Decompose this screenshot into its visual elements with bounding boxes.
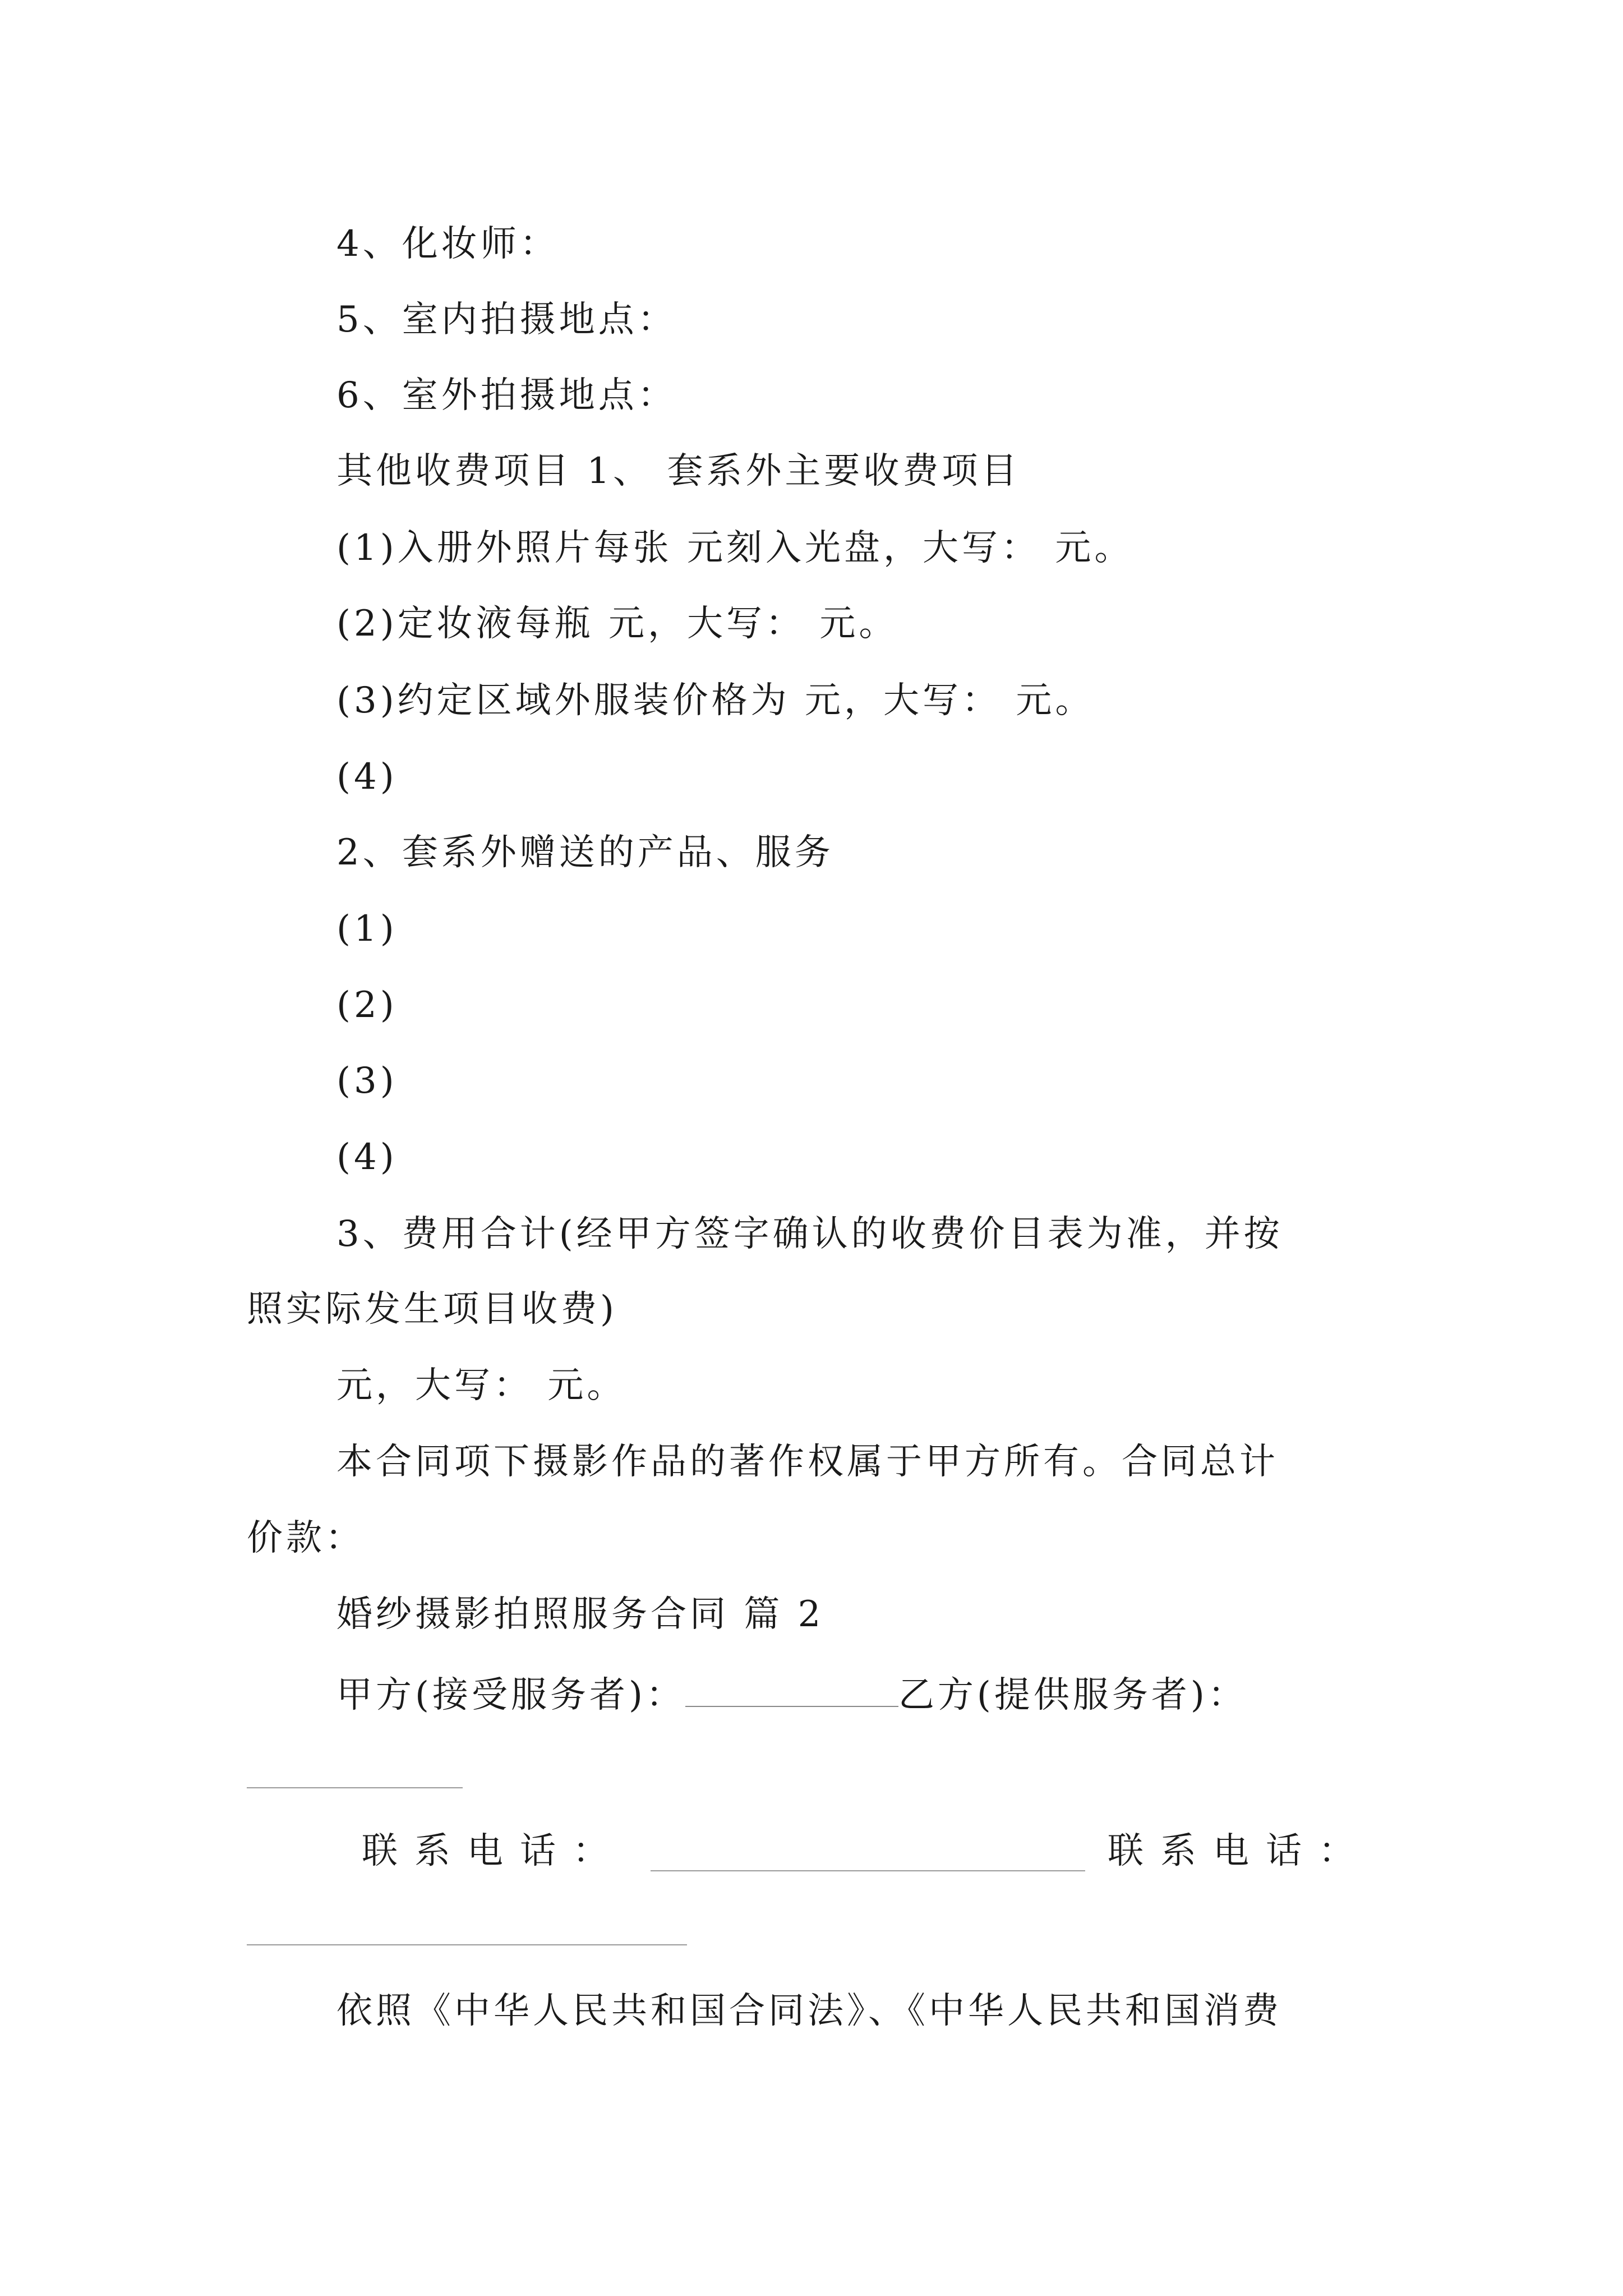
total-fee-amount: 元，大写： 元。 [336,1365,626,1406]
free-item-3: (3) [336,1060,398,1102]
party-a-blank[interactable] [685,1669,898,1707]
contract-heading-part-2: 婚纱摄影拍照服务合同 篇 2 [336,1594,824,1635]
item-indoor-location: 5、室内拍摄地点： [336,299,677,341]
party-b-label: 乙方(提供服务者)： [898,1674,1247,1716]
phone-a-label: 联系电话： [362,1830,625,1872]
section-total-fee: 3、费用合计(经甲方签字确认的收费价目表为准，并按 [336,1213,1283,1255]
section-other-fees: 其他收费项目 1、 套系外主要收费项目 [336,450,1021,492]
fee-item-4: (4) [336,756,398,798]
phone-a-blank[interactable] [651,1870,1085,1871]
copyright-clause-continued: 价款： [247,1517,365,1559]
party-b-blank[interactable] [247,1787,463,1788]
party-line [336,1669,1247,1718]
item-makeup-artist: 4、化妆师： [336,223,559,265]
phone-b-blank[interactable] [247,1944,687,1945]
copyright-clause: 本合同项下摄影作品的著作权属于甲方所有。合同总计 [336,1441,1279,1483]
legal-basis-clause: 依照《中华人民共和国合同法》、《中华人民共和国消费 [336,1990,1282,2032]
free-item-1: (1) [336,908,398,950]
party-a-label: 甲方(接受服务者)： [336,1674,685,1716]
phone-b-label: 联系电话： [1108,1830,1371,1872]
fee-item-1: (1)入册外照片每张 元刻入光盘，大写： 元。 [336,527,1134,569]
fee-item-3: (3)约定区域外服装价格为 元，大写： 元。 [336,680,1095,721]
item-outdoor-location: 6、室外拍摄地点： [336,375,677,416]
total-fee-continued: 照实际发生项目收费) [247,1289,617,1330]
free-item-2: (2) [336,984,398,1026]
section-free-services: 2、套系外赠送的产品、服务 [336,832,834,873]
free-item-4: (4) [336,1137,398,1178]
fee-item-2: (2)定妆液每瓶 元，大写： 元。 [336,603,898,645]
